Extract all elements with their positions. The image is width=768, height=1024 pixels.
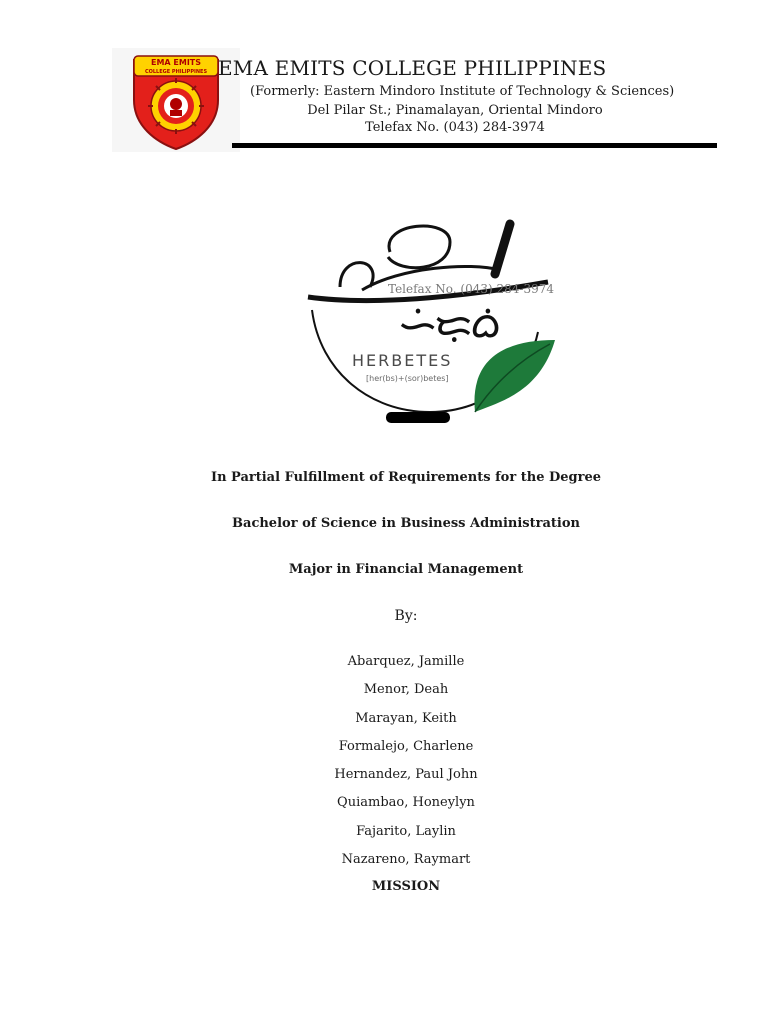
brand-tagline: [her(bs)+(sor)betes] — [366, 374, 449, 383]
author-name: Quiambao, Honeylyn — [337, 795, 475, 811]
seal-top-text: EMA EMITS — [150, 58, 202, 67]
major-line: Major in Financial Management — [288, 562, 524, 577]
college-seal-logo — [130, 52, 222, 150]
author-list — [0, 654, 768, 880]
herbetes-logo — [300, 212, 562, 427]
formerly-name: (Formerly: Eastern Mindoro Institute of Technology & Sciences) — [250, 84, 675, 99]
college-address: Del Pilar St.; Pinamalayan, Oriental Mindoro — [307, 103, 603, 118]
logo-script-text: ᜑᜒᜇᜓᜊᜒ — [399, 306, 501, 346]
seal-sub-text: COLLEGE PHILIPPINES — [144, 69, 208, 75]
mission-heading: MISSION — [371, 879, 441, 894]
brand-name: HERBETES — [352, 351, 453, 370]
logo-overlay-telefax: Telefax No. (043) 284-3974 — [388, 282, 555, 296]
degree-line: Bachelor of Science in Business Administration — [232, 516, 580, 531]
author-name: Nazareno, Raymart — [341, 852, 471, 868]
header-divider — [232, 143, 717, 148]
by-label: By: — [394, 608, 418, 624]
college-name: EMA EMITS COLLEGE PHILIPPINES — [218, 56, 607, 80]
author-name: Menor, Deah — [363, 682, 449, 698]
author-name: Marayan, Keith — [355, 710, 457, 726]
college-telefax: Telefax No. (043) 284-3974 — [365, 120, 545, 135]
author-name: Hernandez, Paul John — [334, 767, 478, 783]
author-name: Fajarito, Laylin — [356, 823, 456, 839]
author-name: Abarquez, Jamille — [347, 654, 465, 669]
author-name: Formalejo, Charlene — [338, 738, 474, 754]
partial-fulfillment-line: In Partial Fulfillment of Requirements for the Degree — [210, 470, 602, 485]
